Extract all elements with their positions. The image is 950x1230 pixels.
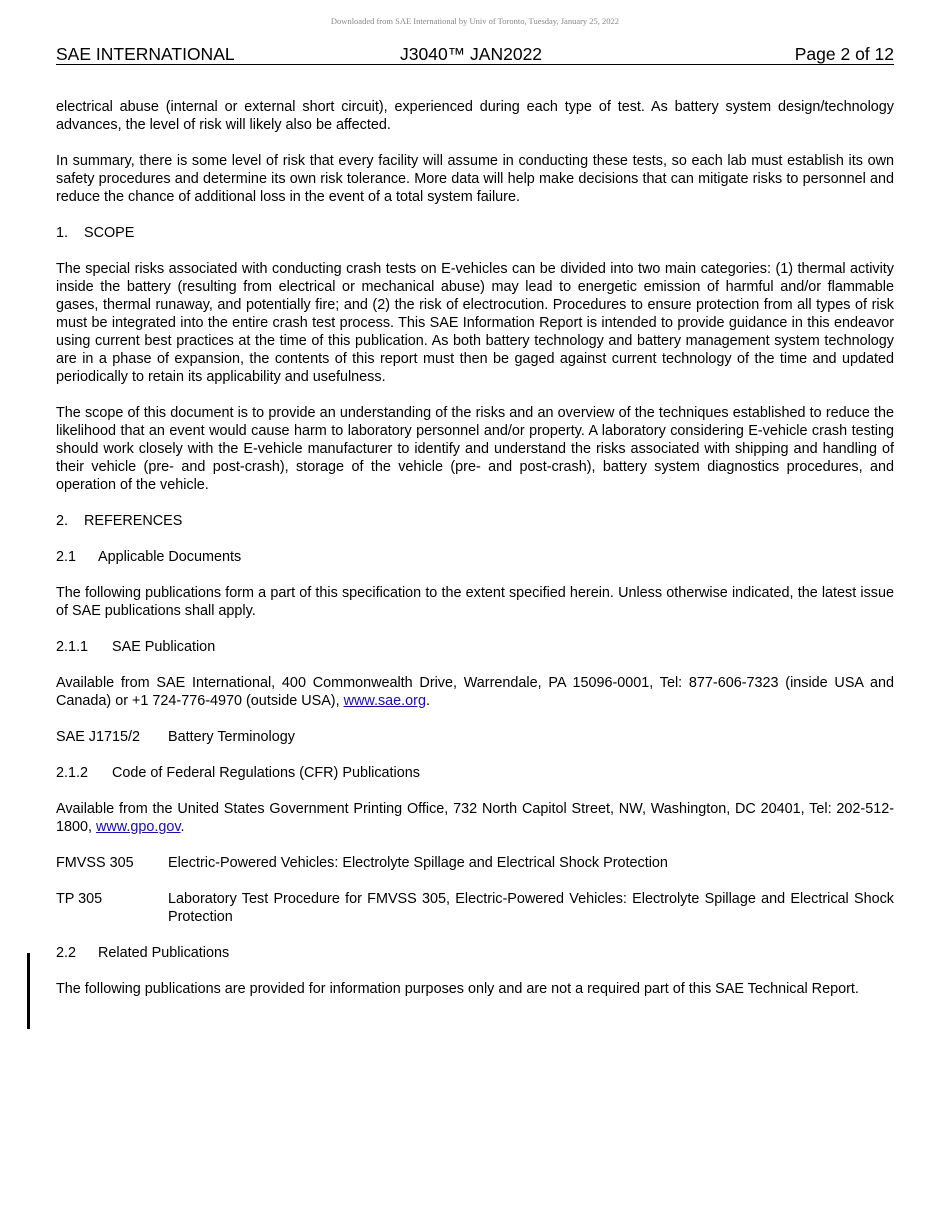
reference-title: Electric-Powered Vehicles: Electrolyte Spillage and Electrical Shock Protection: [168, 855, 668, 871]
related-publications-paragraph: The following publications are provided for information purposes only and are not a required part of this SAE Technical Report.: [56, 981, 859, 997]
sae-availability-paragraph: [56, 674, 894, 710]
section-number: 2.1: [56, 549, 77, 565]
section-number: 2.: [56, 513, 69, 529]
scope-paragraph-1: The special risks associated with conducting crash tests on E-vehicles can be divided into two main categories: (1) thermal activity inside the battery (resulting from electrical or mechanical abuse) may lead to energetic emission of harmful and/or flammable gases, thermal runaway, and potentially fire; and (2) the risk of electrocution. Procedures to ensure protection from all types of risk must be integrated into the entire crash test process. This SAE Information Report is intended to provide guidance in this endeavor using current best practices at the time of this publication. As both battery technology and battery management system technology are in a phase of expansion, the contents of this report must then be gaged against current technology of the time and updated periodically to retain its applicability and usefulness.: [56, 261, 894, 385]
section-1-heading: [56, 224, 894, 242]
download-watermark: Downloaded from SAE International by Univ of Toronto, Tuesday, January 25, 2022: [330, 16, 620, 26]
revision-change-bar: [27, 953, 30, 1029]
document-body: [56, 98, 894, 998]
period: .: [425, 693, 430, 709]
intro-paragraph-2: In summary, there is some level of risk that every facility will assume in conducting these tests, so each lab must establish its own safety procedures and determine its own risk tolerance. More data will help make decisions that can mitigate risks to personnel and reduce the chance of additional loss in the event of a total system failure.: [56, 153, 894, 205]
section-2-2-heading: [56, 944, 894, 962]
reference-entry: [56, 854, 894, 872]
section-number: 2.1.1: [56, 639, 89, 655]
reference-code: SAE J1715/2: [56, 729, 141, 745]
section-number: 1.: [56, 225, 69, 241]
gpo-website-link[interactable]: www.gpo.gov: [96, 819, 181, 835]
section-2-1-heading: [56, 548, 894, 566]
section-number: 2.1.2: [56, 765, 89, 781]
section-number: 2.2: [56, 945, 77, 961]
section-title: SCOPE: [84, 225, 135, 241]
reference-title: Laboratory Test Procedure for FMVSS 305, Electric-Powered Vehicles: Electrolyte Spillage and Electrical Shock Protection: [168, 891, 894, 925]
section-title: Applicable Documents: [98, 549, 242, 565]
section-2-1-2-heading: [56, 764, 894, 782]
reference-entry: [56, 890, 894, 926]
header-page-number: Page 2 of 12: [794, 44, 894, 64]
section-title: Related Publications: [98, 945, 230, 961]
gpo-availability-paragraph: [56, 800, 894, 836]
section-title: Code of Federal Regulations (CFR) Publications: [112, 765, 420, 781]
header-org: SAE INTERNATIONAL: [56, 44, 235, 64]
sae-availability-text: Available from SAE International, 400 Commonwealth Drive, Warrendale, PA 15096-0001, Tel: 877-606-7323 (inside USA and Canada) or +1 724-776-4970 (outside USA),: [56, 675, 894, 709]
reference-code: FMVSS 305: [56, 855, 134, 871]
gpo-availability-text: Available from the United States Government Printing Office, 732 North Capitol Street, NW, Washington, DC 20401, Tel: 202-512-1800,: [56, 801, 894, 835]
section-2-1-1-heading: [56, 638, 894, 656]
period: .: [180, 819, 185, 835]
reference-code: TP 305: [56, 891, 103, 907]
reference-entry: [56, 728, 894, 746]
intro-paragraph-1: electrical abuse (internal or external short circuit), experienced during each type of test. As battery system design/technology advances, the level of risk will likely also be affected.: [56, 99, 894, 133]
section-title: REFERENCES: [84, 513, 183, 529]
reference-title: Battery Terminology: [168, 729, 295, 745]
section-title: SAE Publication: [112, 639, 216, 655]
sae-website-link[interactable]: www.sae.org: [343, 693, 426, 709]
applicable-documents-paragraph: The following publications form a part of this specification to the extent specified herein. Unless otherwise indicated, the latest issue of SAE publications shall apply.: [56, 585, 894, 619]
scope-paragraph-2: The scope of this document is to provide an understanding of the risks and an overview of the techniques established to reduce the likelihood that an event would cause harm to laboratory personnel and/or property. A laboratory considering E-vehicle crash testing should work closely with the E-vehicle manufacturer to identify and understand the risks associated with shipping and handling of their vehicle (pre- and post-crash), storage of the vehicle (pre- and post-crash), battery system diagnostics procedures, and operation of the vehicle.: [56, 405, 894, 493]
page-header: [56, 44, 894, 65]
header-doc-id: J3040™ JAN2022: [400, 44, 543, 64]
section-2-heading: [56, 512, 894, 530]
